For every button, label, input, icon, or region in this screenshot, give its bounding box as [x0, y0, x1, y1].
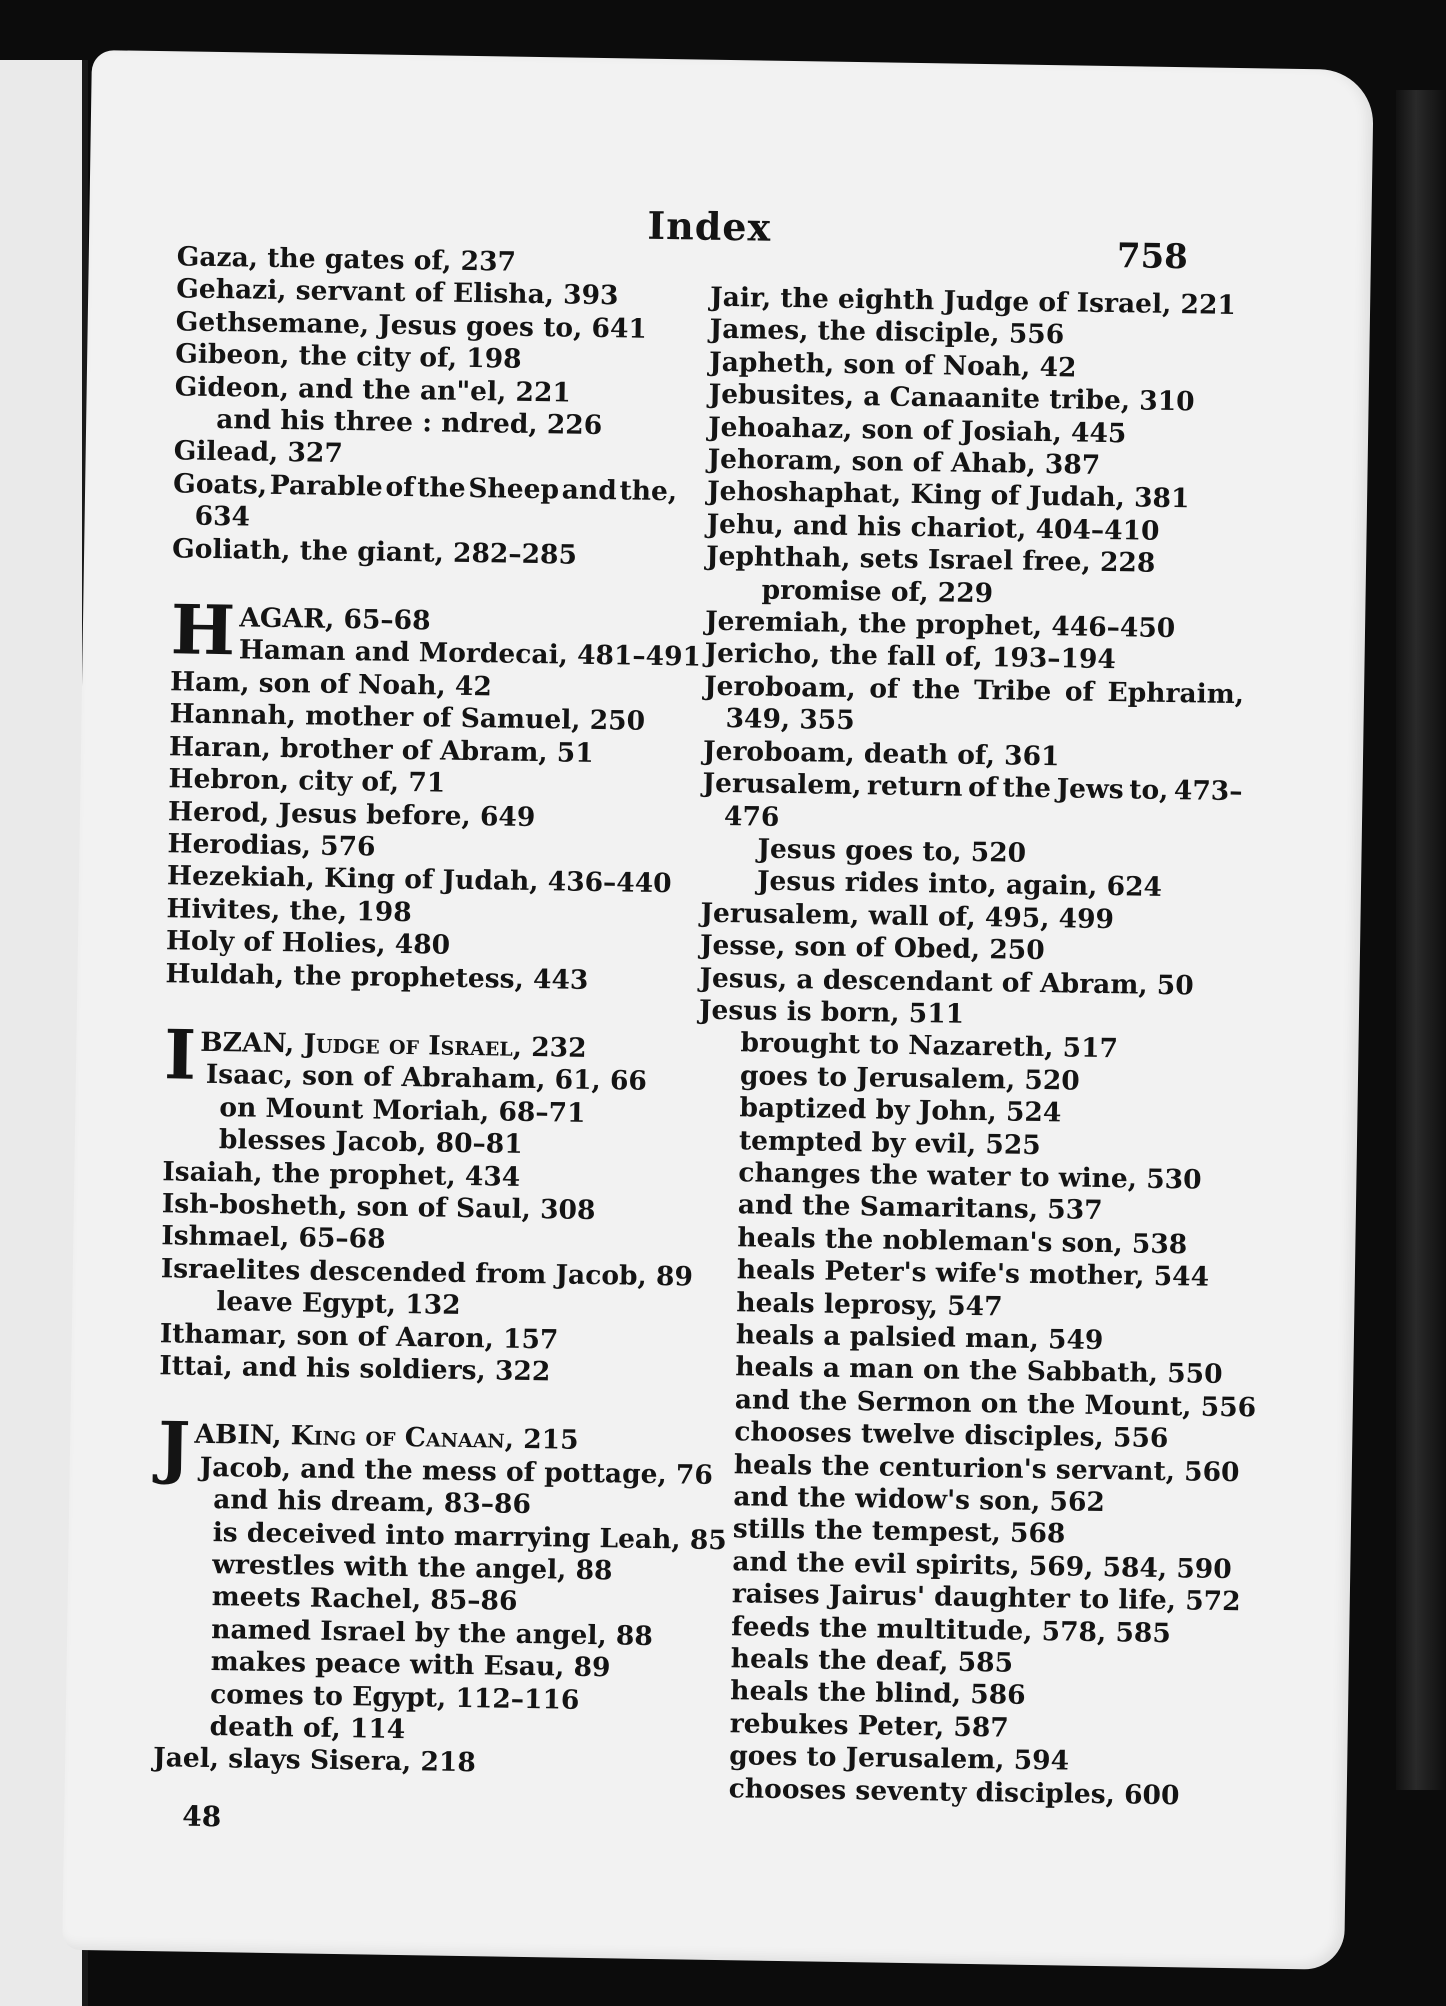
index-entry-text: Jesse, son of Obed, 250: [699, 929, 1045, 967]
index-entry-text: Jeroboam, death of, 361: [702, 735, 1060, 772]
index-entry-text: Ishmael, 65–68: [161, 1220, 386, 1256]
index-entry-text: heals a man on the Sabbath, 550: [735, 1351, 1223, 1391]
index-entry-text: James, the disciple, 556: [709, 314, 1065, 351]
index-entry-text: heals leprosy, 547: [736, 1286, 1003, 1323]
index-entry-text: chooses twelve disciples, 556: [734, 1416, 1169, 1455]
index-entry-text: feeds the multitude, 578, 585: [731, 1610, 1172, 1649]
index-entry-text: Gehazi, servant of Elisha, 393: [176, 273, 619, 312]
book-page: [62, 50, 1374, 1970]
index-entry-text: Hivites, the, 198: [166, 892, 412, 928]
index-entry-text: goes to Jerusalem, 520: [739, 1060, 1080, 1097]
index-entry-text: Herodias, 576: [167, 828, 376, 863]
index-entry-text: Haran, brother of Abram, 51: [168, 730, 594, 769]
index-entry-text: named Israel by the angel, 88: [210, 1613, 654, 1652]
index-entry-text: Ittai, and his soldiers, 322: [159, 1350, 551, 1388]
index-entry-text: Jehoahaz, son of Josiah, 445: [707, 411, 1127, 449]
index-entry-text: Ham, son of Noah, 42: [169, 666, 493, 703]
index-entry-text: and the Sermon on the Mount, 556: [734, 1384, 1257, 1424]
index-entry-text: and the widow's son, 562: [733, 1481, 1106, 1519]
index-entry-text: 349, 355: [725, 703, 855, 737]
index-entry-text: Goliath, the giant, 282–285: [171, 532, 578, 571]
index-entry-text: death of, 114: [209, 1711, 406, 1746]
index-entry-word: the,: [619, 475, 678, 508]
index-entry-text: heals the deaf, 585: [730, 1643, 1014, 1679]
index-entry-text: Herod, Jesus before, 649: [167, 795, 536, 833]
index-entry-word: Tribe: [973, 674, 1052, 708]
index-entry-text: Gethsemane, Jesus goes to, 641: [175, 306, 648, 345]
index-entry-text: meets Rachel, 85–86: [211, 1581, 518, 1618]
index-entry-text: and his dream, 83–86: [212, 1484, 532, 1521]
index-entry-text: Jael, slays Sisera, 218: [152, 1742, 477, 1779]
index-entry-text: Gilead, 327: [173, 435, 344, 470]
index-entry-word: of: [1064, 676, 1095, 708]
index-entry-word: of: [967, 771, 998, 804]
index-entry-text: and his three : ndred, 226: [215, 404, 603, 442]
page-title: Index: [647, 202, 772, 250]
index-entry-text: comes to Egypt, 112–116: [209, 1678, 580, 1716]
index-entry-text: Jebusites, a Canaanite tribe, 310: [708, 378, 1195, 418]
index-entry-text: on Mount Moriah, 68–71: [219, 1091, 586, 1129]
index-entry-text: raises Jairus' daughter to life, 572: [731, 1578, 1241, 1618]
index-entry-text: Hezekiah, King of Judah, 436–440: [166, 860, 672, 900]
index-entry-word: Goats,: [172, 468, 268, 501]
index-entry-text: Jericho, the fall of, 193–194: [704, 638, 1117, 676]
index-entry-word: the: [1002, 772, 1052, 805]
index-entry-text: heals the blind, 586: [730, 1675, 1026, 1712]
index-entry-text: Isaiah, the prophet, 434: [162, 1155, 521, 1193]
index-entry-word: the: [911, 673, 961, 706]
index-entry-text: Japheth, son of Noah, 42: [708, 346, 1077, 384]
index-entry: [153, 1743, 673, 1784]
index-entry-word: Jeroboam,: [703, 670, 856, 704]
index-entry-text: Hebron, city of, 71: [168, 763, 446, 799]
index-column-right: [687, 282, 1271, 1814]
index-entry-text: Holy of Holies, 480: [165, 925, 451, 961]
drop-cap-letter: I: [163, 1015, 197, 1096]
index-entry-text: promise of, 229: [761, 574, 994, 609]
index-entry-text: chooses seventy disciples, 600: [728, 1772, 1180, 1811]
index-entry-text: Hannah, mother of Samuel, 250: [169, 698, 646, 738]
index-entry-text: 634: [194, 500, 251, 533]
index-entry-text: Jesus is born, 511: [698, 994, 965, 1030]
index-entry-text: Haman and Mordecai, 481–491: [238, 634, 702, 674]
index-entry-word: of: [869, 673, 899, 705]
index-entry-text: goes to Jerusalem, 594: [729, 1740, 1070, 1777]
index-entry-text: heals Peter's wife's mother, 544: [736, 1254, 1210, 1293]
index-entry-text: Jephthah, sets Israel free, 228: [705, 540, 1156, 580]
index-entry-text: rebukes Peter, 587: [729, 1708, 1009, 1744]
index-entry-text: stills the tempest, 568: [732, 1513, 1066, 1550]
index-entry-text: 476: [723, 800, 780, 833]
index-entry-text: wrestles with the angel, 88: [211, 1549, 613, 1587]
index-entry-text: heals the centurion's servant, 560: [733, 1448, 1240, 1488]
index-entry-text: Israelites descended from Jacob, 89: [160, 1253, 694, 1293]
index-entry-word: 473–: [1173, 775, 1243, 808]
index-entry-text: Gaza, the gates of, 237: [176, 241, 517, 278]
drop-cap-letter: H: [170, 590, 236, 672]
index-entry-text: Jehu, and his chariot, 404–410: [706, 508, 1160, 547]
index-entry-text: Huldah, the prophetess, 443: [165, 957, 589, 996]
index-entry-text: Jesus, a descendant of Abram, 50: [699, 962, 1194, 1001]
index-entry-text: and the Samaritans, 537: [737, 1189, 1103, 1227]
index-entry-text: tempted by evil, 525: [738, 1124, 1042, 1161]
drop-cap-letter: J: [157, 1407, 191, 1489]
index-entry-text: Ish-bosheth, son of Saul, 308: [161, 1188, 596, 1227]
index-entry-word: Ephraim,: [1107, 676, 1245, 711]
index-entry-text: Jehoshaphat, King of Judah, 381: [706, 476, 1190, 515]
index-entry-text: heals the nobleman's son, 538: [737, 1222, 1188, 1261]
index-entry-text: blesses Jacob, 80–81: [218, 1124, 523, 1161]
index-entry-text: Jerusalem, wall of, 495, 499: [700, 897, 1115, 935]
index-entry-text: Isaac, son of Abraham, 61, 66: [205, 1059, 648, 1098]
index-entry-text: Jehoram, son of Ahab, 387: [707, 443, 1101, 481]
index-entry-word: and: [561, 474, 617, 507]
index-entry-text: baptized by John, 524: [739, 1092, 1062, 1129]
index-entry-text: leave Egypt, 132: [216, 1286, 461, 1322]
index-entry-word: the: [417, 472, 466, 504]
index-entry-word: of: [385, 471, 415, 503]
index-entry-word: return: [866, 770, 963, 803]
index-entry-word: to,: [1128, 774, 1169, 807]
index-entry-text: Jeremiah, the prophet, 446–450: [704, 605, 1176, 645]
index-entry-text: AGAR, 65–68: [239, 602, 431, 637]
index-entry-text: Jesus goes to, 520: [757, 833, 1027, 869]
index-entry-word: Jews: [1056, 773, 1124, 806]
index-entry-text: makes peace with Esau, 89: [210, 1646, 611, 1684]
index-entry-text: ABIN, King of Canaan, 215: [194, 1419, 579, 1457]
index-entry-text: BZAN, Judge of Israel, 232: [199, 1026, 587, 1064]
index-entry-text: heals a palsied man, 549: [735, 1319, 1104, 1357]
signature-mark: 48: [182, 1799, 222, 1834]
page-number: 758: [1116, 236, 1189, 278]
index-entry-text: Ithamar, son of Aaron, 157: [159, 1317, 559, 1356]
index-entry-word: Parable: [269, 469, 384, 503]
index-entry-text: is deceived into marrying Leah, 85: [212, 1516, 727, 1556]
index-entry-text: Jair, the eighth Judge of Israel, 221: [709, 281, 1237, 321]
index-entry-text: changes the water to wine, 530: [738, 1157, 1202, 1196]
index-column-left: [152, 241, 727, 1783]
index-entry-text: and the evil spirits, 569, 584, 590: [732, 1546, 1232, 1585]
book-spine-edge: [1396, 90, 1446, 1790]
index-entry-text: Jacob, and the mess of pottage, 76: [199, 1451, 714, 1491]
index-entry-word: Jerusalem,: [702, 767, 862, 802]
index-entry-text: Jesus rides into, again, 624: [756, 865, 1163, 904]
index-entry-text: Gideon, and the an"el, 221: [174, 370, 572, 409]
index-entry-word: Sheep: [468, 472, 560, 506]
index-entry-text: brought to Nazareth, 517: [740, 1027, 1119, 1065]
index-entry-text: Gibeon, the city of, 198: [174, 338, 522, 376]
